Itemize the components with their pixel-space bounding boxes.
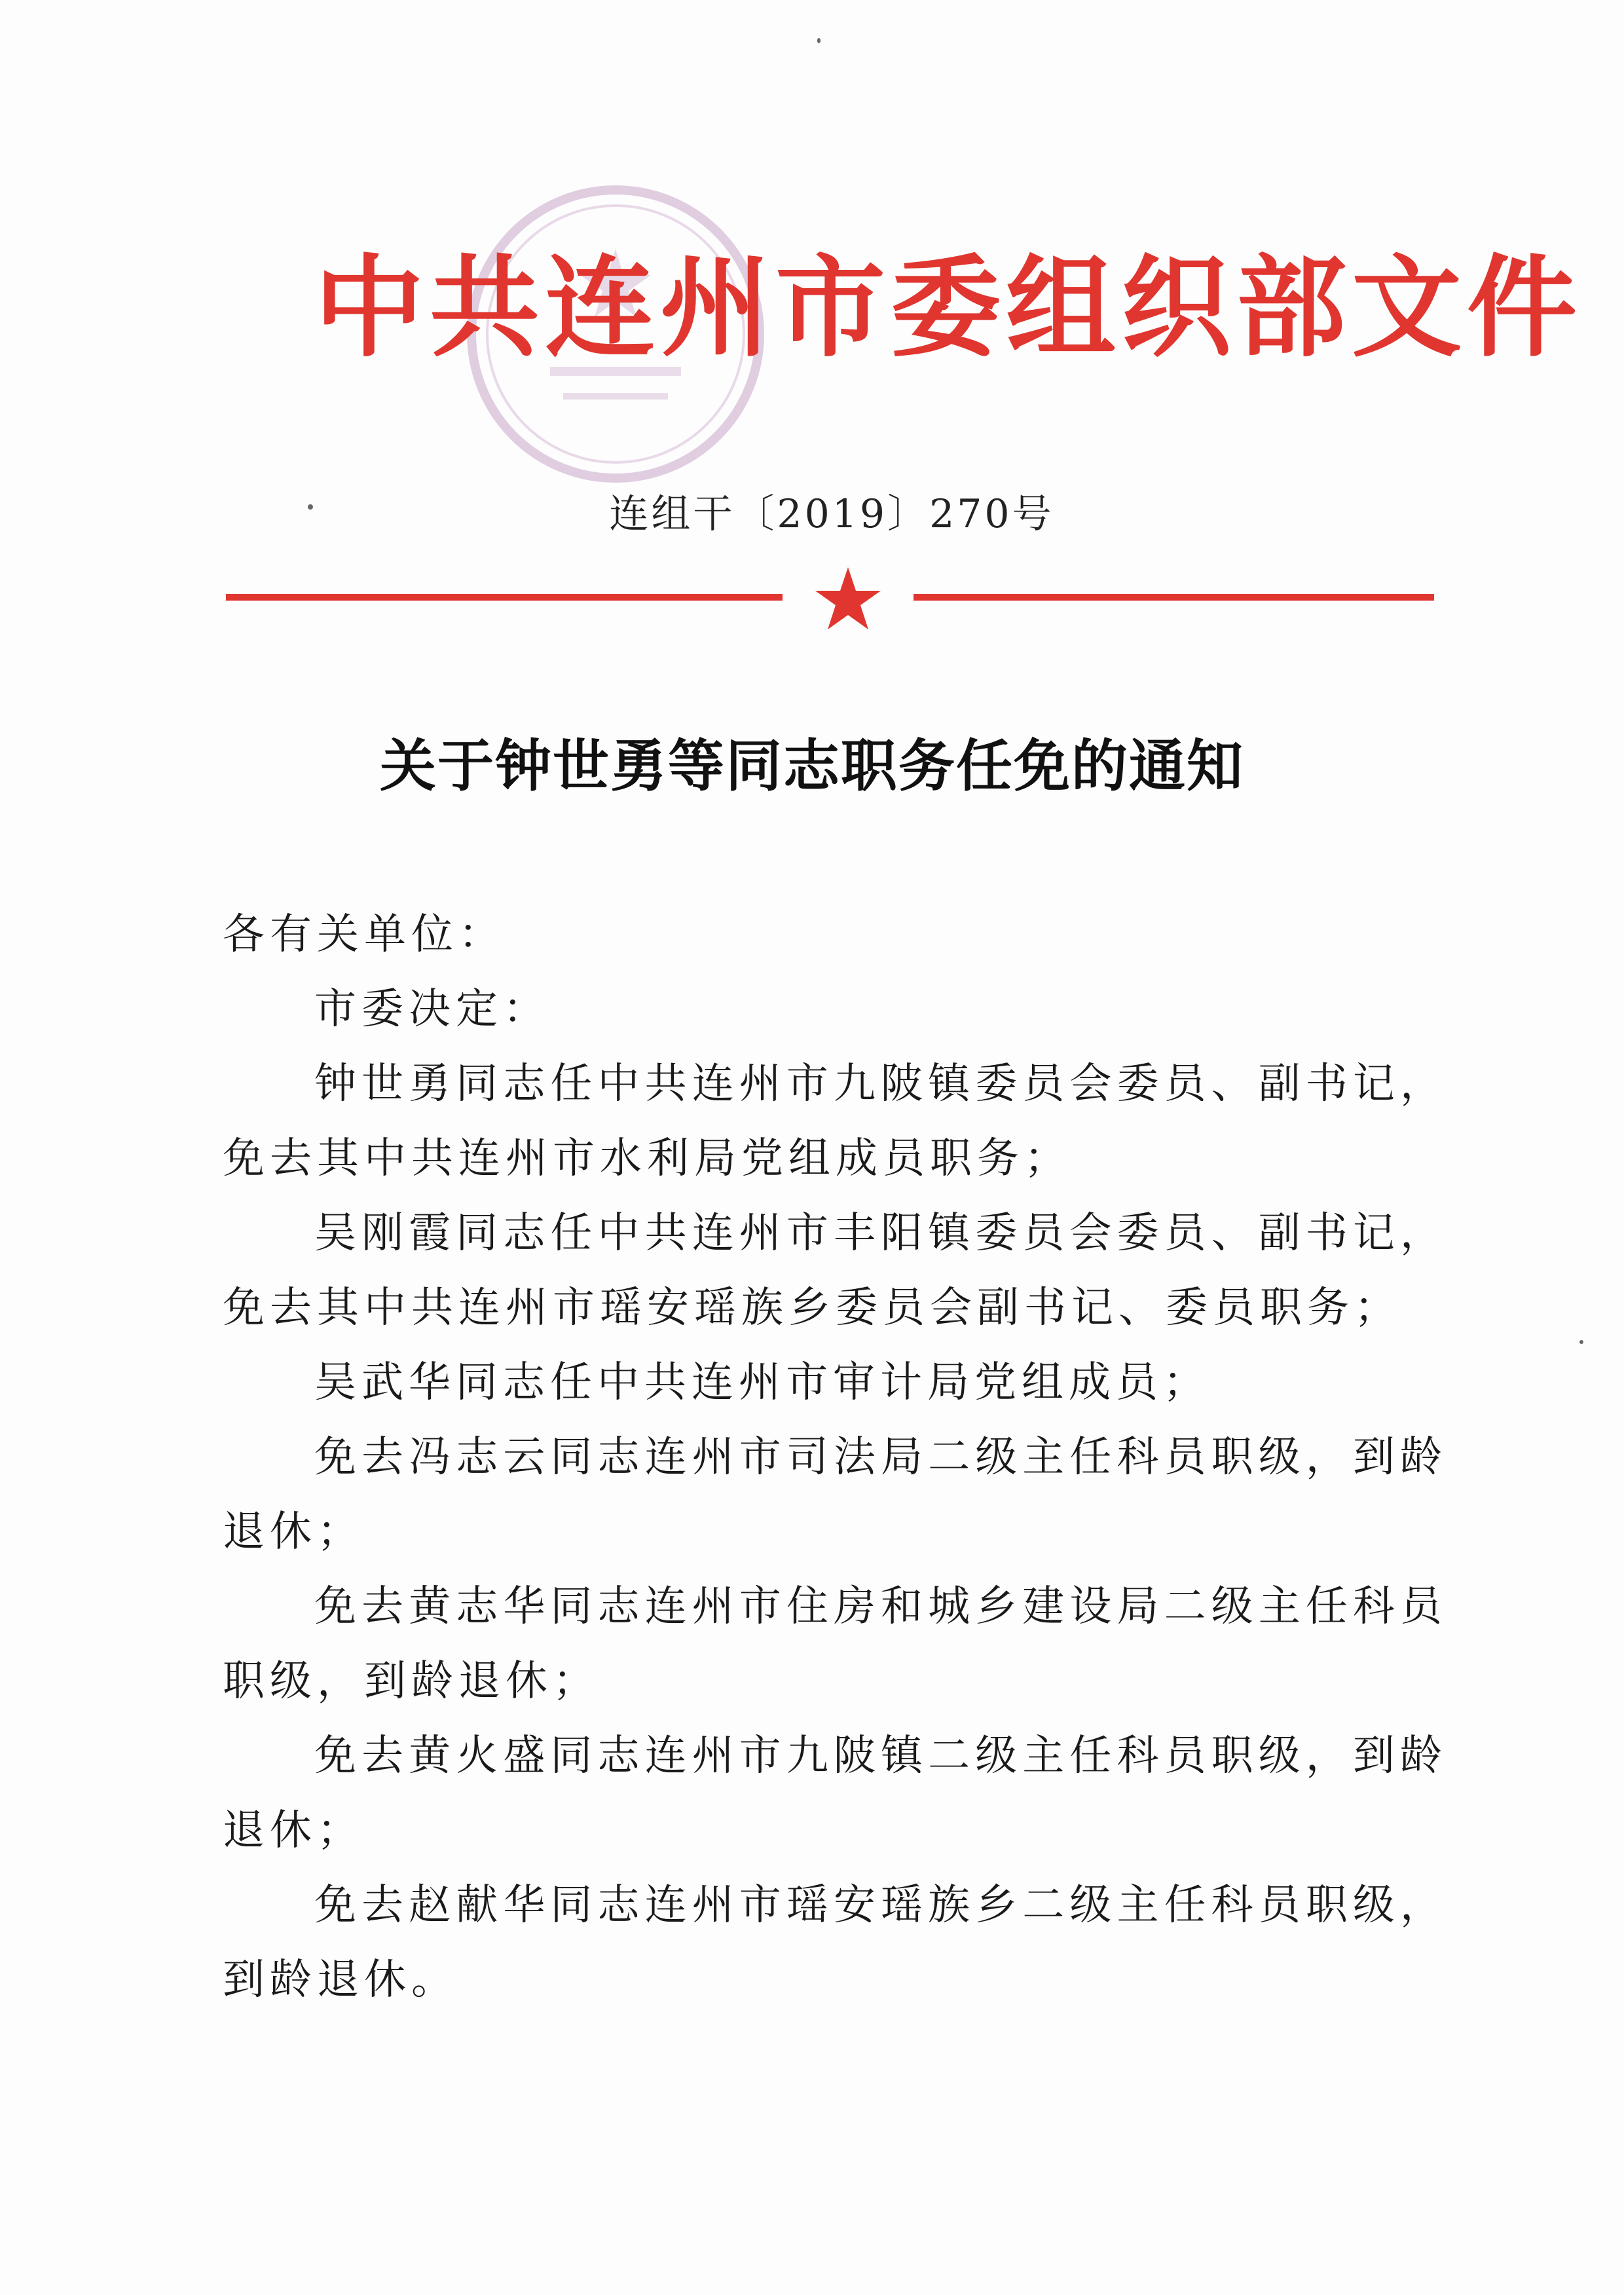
scan-speck (308, 504, 313, 510)
paragraph-retirement: 免去黄志华同志连州市住房和城乡建设局二级主任科员职级，到龄退休； (223, 1582, 1447, 1706)
scan-speck (817, 38, 821, 43)
paragraph-appointment: 钟世勇同志任中共连州市九陂镇委员会委员、副书记，免去其中共连州市水利局党组成员职务； (223, 1060, 1447, 1183)
paragraph-retirement: 免去黄火盛同志连州市九陂镇二级主任科员职级，到龄退休； (223, 1732, 1447, 1855)
paragraph-appointment: 吴武华同志任中共连州市审计局党组成员； (314, 1358, 1210, 1407)
star-icon (815, 567, 881, 629)
paragraph-retirement: 免去冯志云同志连州市司法局二级主任科员职级，到龄退休； (223, 1433, 1447, 1556)
salutation: 各有关单位： (223, 910, 506, 959)
notice-title: 关于钟世勇等同志职务任免的通知 (380, 734, 1244, 799)
scan-speck (1579, 1340, 1583, 1344)
document-number: 连组干〔2019〕270号 (609, 491, 1054, 537)
notice-body (223, 897, 1447, 2017)
paragraph-appointment: 吴刚霞同志任中共连州市丰阳镇委员会委员、副书记，免去其中共连州市瑶安瑶族乡委员会副书记、委员职务； (223, 1209, 1447, 1332)
issuing-organization-title: 中共连州市委组织部文件 (314, 244, 1582, 372)
paragraph-retirement: 免去赵献华同志连州市瑶安瑶族乡二级主任科员职级，到龄退休。 (223, 1881, 1447, 2004)
paragraph-decision: 市委决定： (314, 985, 550, 1034)
red-divider-with-star (226, 563, 1434, 635)
